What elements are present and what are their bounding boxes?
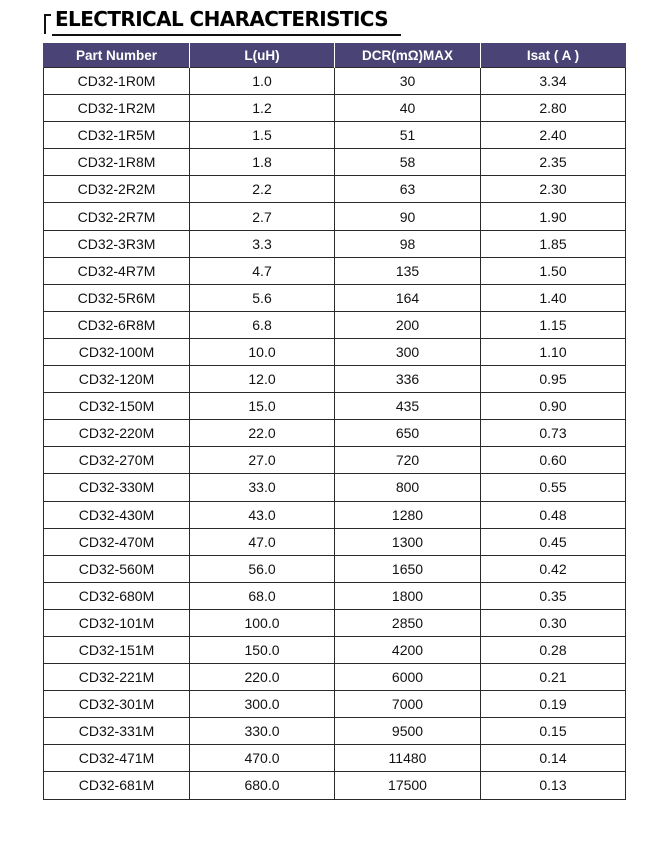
cell-part-number: CD32-6R8M (44, 311, 190, 338)
cell-inductance: 27.0 (190, 447, 335, 474)
table-row (44, 311, 626, 338)
table-row (44, 149, 626, 176)
table-row (44, 745, 626, 772)
cell-dcr: 51 (335, 122, 481, 149)
cell-isat: 2.80 (481, 95, 626, 122)
cell-inductance: 680.0 (190, 772, 335, 799)
cell-dcr: 17500 (335, 772, 481, 799)
cell-inductance: 68.0 (190, 582, 335, 609)
table-row (44, 447, 626, 474)
cell-part-number: CD32-330M (44, 474, 190, 501)
table-row (44, 284, 626, 311)
cell-inductance: 1.0 (190, 68, 335, 95)
cell-dcr: 1280 (335, 501, 481, 528)
cell-isat: 1.10 (481, 338, 626, 365)
cell-isat: 1.90 (481, 203, 626, 230)
cell-dcr: 90 (335, 203, 481, 230)
cell-part-number: CD32-560M (44, 555, 190, 582)
cell-isat: 0.13 (481, 772, 626, 799)
cell-dcr: 1800 (335, 582, 481, 609)
cell-isat: 1.85 (481, 230, 626, 257)
cell-dcr: 164 (335, 284, 481, 311)
cell-part-number: CD32-1R5M (44, 122, 190, 149)
cell-part-number: CD32-3R3M (44, 230, 190, 257)
cell-dcr: 58 (335, 149, 481, 176)
cell-isat: 0.28 (481, 636, 626, 663)
cell-part-number: CD32-270M (44, 447, 190, 474)
cell-isat: 0.48 (481, 501, 626, 528)
table-row (44, 582, 626, 609)
table-row (44, 338, 626, 365)
cell-part-number: CD32-1R0M (44, 68, 190, 95)
cell-part-number: CD32-1R8M (44, 149, 190, 176)
cell-part-number: CD32-4R7M (44, 257, 190, 284)
cell-inductance: 10.0 (190, 338, 335, 365)
section-title (44, 6, 404, 34)
cell-inductance: 6.8 (190, 311, 335, 338)
cell-inductance: 4.7 (190, 257, 335, 284)
cell-dcr: 63 (335, 176, 481, 203)
cell-inductance: 3.3 (190, 230, 335, 257)
title-bracket-mark (44, 14, 51, 34)
header-inductance: L(uH) (190, 43, 335, 68)
cell-inductance: 150.0 (190, 636, 335, 663)
table-row (44, 257, 626, 284)
cell-dcr: 7000 (335, 691, 481, 718)
cell-inductance: 22.0 (190, 420, 335, 447)
cell-isat: 0.95 (481, 366, 626, 393)
cell-dcr: 135 (335, 257, 481, 284)
cell-dcr: 11480 (335, 745, 481, 772)
cell-part-number: CD32-5R6M (44, 284, 190, 311)
table-header-row (44, 43, 626, 68)
cell-isat: 2.40 (481, 122, 626, 149)
cell-dcr: 720 (335, 447, 481, 474)
table-row (44, 664, 626, 691)
cell-part-number: CD32-430M (44, 501, 190, 528)
cell-inductance: 330.0 (190, 718, 335, 745)
cell-isat: 0.30 (481, 609, 626, 636)
electrical-characteristics-table (43, 43, 626, 800)
table-row (44, 176, 626, 203)
cell-dcr: 30 (335, 68, 481, 95)
cell-inductance: 1.5 (190, 122, 335, 149)
cell-part-number: CD32-220M (44, 420, 190, 447)
cell-part-number: CD32-470M (44, 528, 190, 555)
cell-part-number: CD32-301M (44, 691, 190, 718)
cell-dcr: 336 (335, 366, 481, 393)
cell-inductance: 43.0 (190, 501, 335, 528)
cell-dcr: 40 (335, 95, 481, 122)
cell-isat: 1.15 (481, 311, 626, 338)
cell-dcr: 650 (335, 420, 481, 447)
cell-inductance: 100.0 (190, 609, 335, 636)
cell-inductance: 300.0 (190, 691, 335, 718)
cell-part-number: CD32-151M (44, 636, 190, 663)
cell-isat: 0.73 (481, 420, 626, 447)
cell-isat: 2.35 (481, 149, 626, 176)
table-row (44, 555, 626, 582)
cell-dcr: 9500 (335, 718, 481, 745)
cell-inductance: 2.2 (190, 176, 335, 203)
header-part-number: Part Number (44, 43, 190, 68)
table-row (44, 501, 626, 528)
table-row (44, 528, 626, 555)
table-row (44, 230, 626, 257)
cell-part-number: CD32-101M (44, 609, 190, 636)
table-row (44, 691, 626, 718)
table-row (44, 474, 626, 501)
cell-dcr: 4200 (335, 636, 481, 663)
cell-part-number: CD32-221M (44, 664, 190, 691)
cell-part-number: CD32-2R7M (44, 203, 190, 230)
table-row (44, 636, 626, 663)
cell-isat: 0.21 (481, 664, 626, 691)
section-title-text: ELECTRICAL CHARACTERISTICS (55, 7, 389, 31)
cell-part-number: CD32-331M (44, 718, 190, 745)
title-underline (52, 34, 401, 36)
cell-dcr: 1650 (335, 555, 481, 582)
table-row (44, 609, 626, 636)
table-row (44, 95, 626, 122)
cell-inductance: 5.6 (190, 284, 335, 311)
table-body (44, 68, 626, 800)
cell-isat: 3.34 (481, 68, 626, 95)
cell-part-number: CD32-471M (44, 745, 190, 772)
cell-part-number: CD32-120M (44, 366, 190, 393)
cell-isat: 2.30 (481, 176, 626, 203)
cell-part-number: CD32-100M (44, 338, 190, 365)
cell-inductance: 12.0 (190, 366, 335, 393)
cell-part-number: CD32-680M (44, 582, 190, 609)
cell-isat: 0.15 (481, 718, 626, 745)
cell-dcr: 300 (335, 338, 481, 365)
cell-part-number: CD32-681M (44, 772, 190, 799)
table-row (44, 203, 626, 230)
cell-isat: 0.14 (481, 745, 626, 772)
cell-isat: 0.42 (481, 555, 626, 582)
table-row (44, 718, 626, 745)
cell-dcr: 435 (335, 393, 481, 420)
header-dcr: DCR(mΩ)MAX (335, 43, 481, 68)
cell-isat: 1.40 (481, 284, 626, 311)
cell-dcr: 6000 (335, 664, 481, 691)
cell-isat: 0.90 (481, 393, 626, 420)
cell-isat: 0.35 (481, 582, 626, 609)
cell-inductance: 1.2 (190, 95, 335, 122)
cell-isat: 1.50 (481, 257, 626, 284)
cell-dcr: 800 (335, 474, 481, 501)
cell-inductance: 47.0 (190, 528, 335, 555)
cell-isat: 0.55 (481, 474, 626, 501)
table-row (44, 420, 626, 447)
cell-inductance: 220.0 (190, 664, 335, 691)
cell-part-number: CD32-1R2M (44, 95, 190, 122)
cell-isat: 0.60 (481, 447, 626, 474)
table-row (44, 366, 626, 393)
header-isat: Isat ( A ) (481, 43, 626, 68)
table-row (44, 122, 626, 149)
cell-inductance: 15.0 (190, 393, 335, 420)
cell-dcr: 200 (335, 311, 481, 338)
cell-dcr: 98 (335, 230, 481, 257)
table-row (44, 68, 626, 95)
table-row (44, 393, 626, 420)
cell-part-number: CD32-150M (44, 393, 190, 420)
cell-dcr: 2850 (335, 609, 481, 636)
cell-part-number: CD32-2R2M (44, 176, 190, 203)
cell-isat: 0.19 (481, 691, 626, 718)
cell-dcr: 1300 (335, 528, 481, 555)
cell-inductance: 2.7 (190, 203, 335, 230)
cell-isat: 0.45 (481, 528, 626, 555)
cell-inductance: 1.8 (190, 149, 335, 176)
cell-inductance: 56.0 (190, 555, 335, 582)
table-row (44, 772, 626, 799)
cell-inductance: 470.0 (190, 745, 335, 772)
cell-inductance: 33.0 (190, 474, 335, 501)
